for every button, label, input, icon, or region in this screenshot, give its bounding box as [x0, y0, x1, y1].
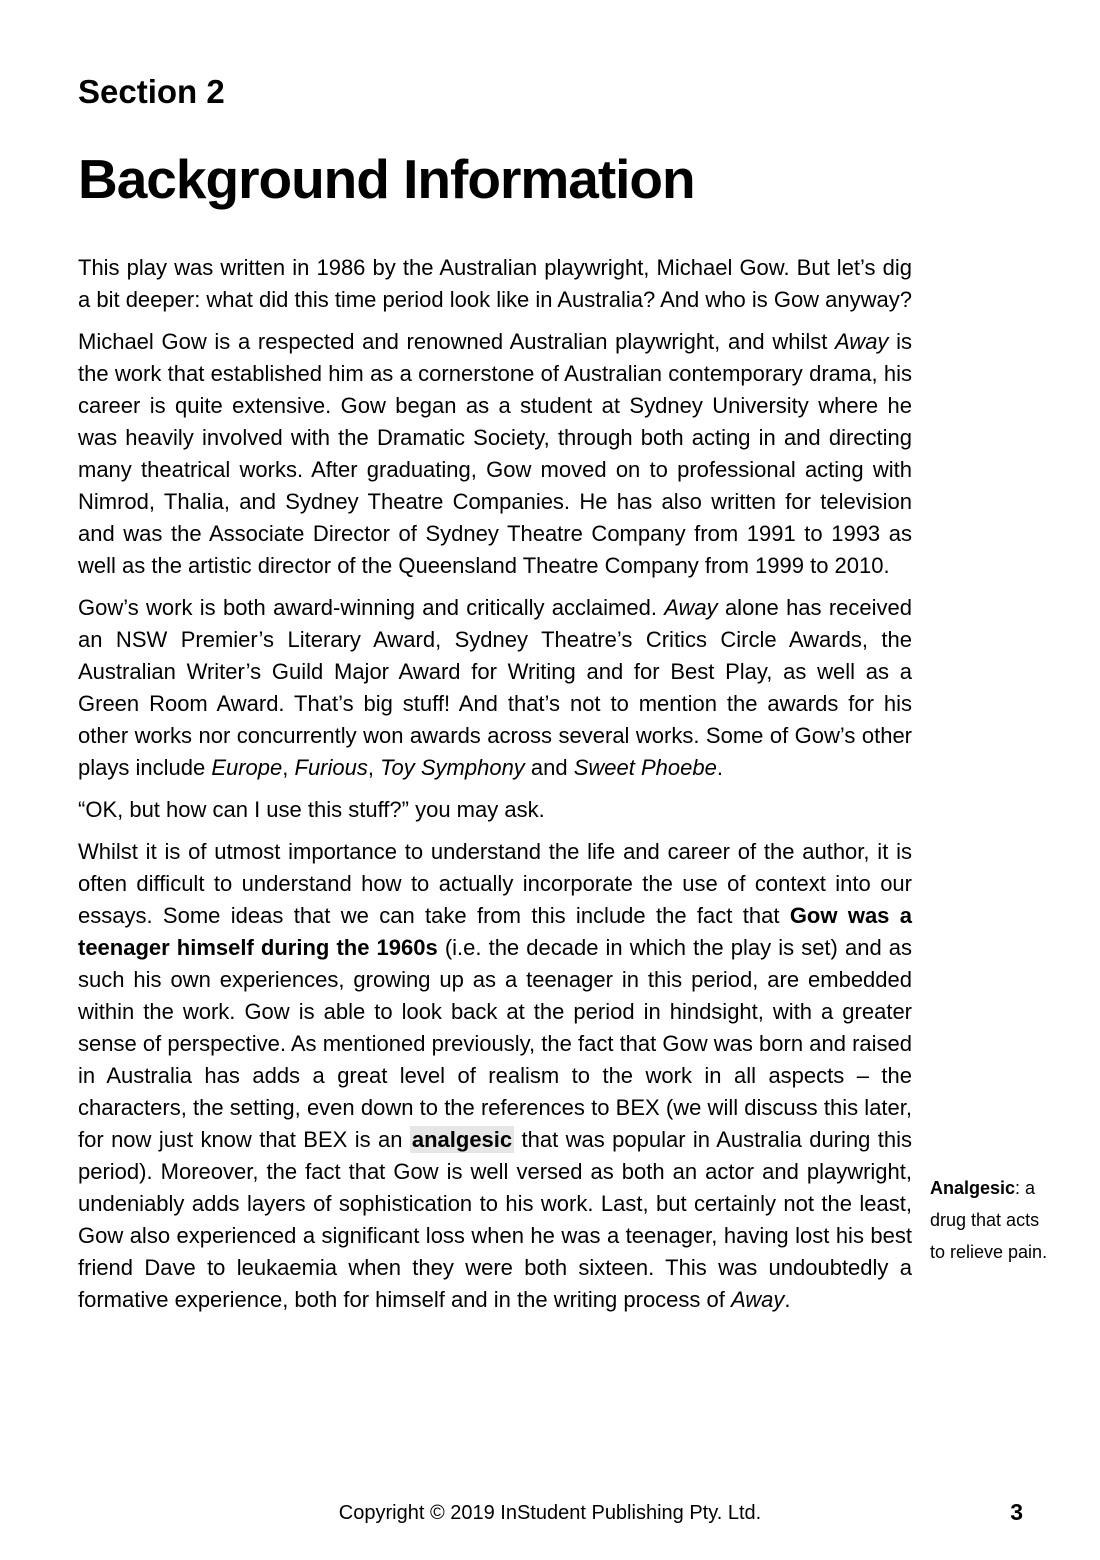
- paragraph-context-usage: Whilst it is of utmost importance to understand the life and career of the author, it is often difficult to understand how to actually incorporate the use of context into our essays. Some ideas that we can take from this include the fact that Gow was a teenager himself during the 1960s (i.e. the decade in which the play is set) and as such his own experiences, growing up as a teenager in this period, are embedded within the work. Gow is able to look back at the period in hindsight, with a greater sense of perspective. As mentioned previously, the fact that Gow was born and raised in Australia has adds a great level of realism to the work in all aspects – the characters, the setting, even down to the references to BEX (we will discuss this later, for now just know that BEX is an analgesic that was popular in Australia during this period). Moreover, the fact that Gow is well versed as both an actor and playwright, undeniably adds layers of sophistication to his work. Last, but certainly not the least, Gow also experienced a significant loss when he was a teenager, having lost his best friend Dave to leukaemia when they were both sixteen. This was undoubtedly a formative experience, both for himself and in the writing process of Away.: [78, 839, 913, 1312]
- page-title: Background Information: [78, 148, 695, 210]
- footer-copyright: Copyright © 2019 InStudent Publishing Pty. Ltd.: [338, 1502, 762, 1524]
- page-number: 3: [1010, 1499, 1023, 1525]
- section-label: Section 2: [78, 73, 225, 110]
- paragraph-intro: This play was written in 1986 by the Australian playwright, Michael Gow. But let’s dig a bit deeper: what did this time period look like in Australia? And who is Gow anyway?: [78, 255, 913, 312]
- paragraph-awards: Gow’s work is both award-winning and critically acclaimed. Away alone has received an NSW Premier’s Literary Award, Sydney Theatre’s Critics Circle Awards, the Australian Writer’s Guild Major Award for Writing and for Best Play, as well as a Green Room Award. That’s big stuff! And that’s not to mention the awards for his other works nor concurrently won awards across several works. Some of Gow’s other plays include Europe, Furious, Toy Symphony and Sweet Phoebe.: [78, 595, 912, 780]
- main-text-column: [78, 0, 912, 1316]
- margin-note-analgesic: Analgesic: a drug that acts to relieve pain.: [930, 1178, 1048, 1262]
- paragraph-gow-career: Michael Gow is a respected and renowned Australian playwright, and whilst Away is the work that established him as a cornerstone of Australian contemporary drama, his career is quite extensive. Gow began as a student at Sydney University where he was heavily involved with the Dramatic Society, through both acting in and directing many theatrical works. After graduating, Gow moved on to professional acting with Nimrod, Thalia, and Sydney Theatre Companies. He has also written for television and was the Associate Director of Sydney Theatre Company from 1991 to 1993 as well as the artistic director of the Queensland Theatre Company from 1999 to 2010.: [78, 329, 912, 578]
- paragraph-question: “OK, but how can I use this stuff?” you may ask.: [78, 797, 545, 822]
